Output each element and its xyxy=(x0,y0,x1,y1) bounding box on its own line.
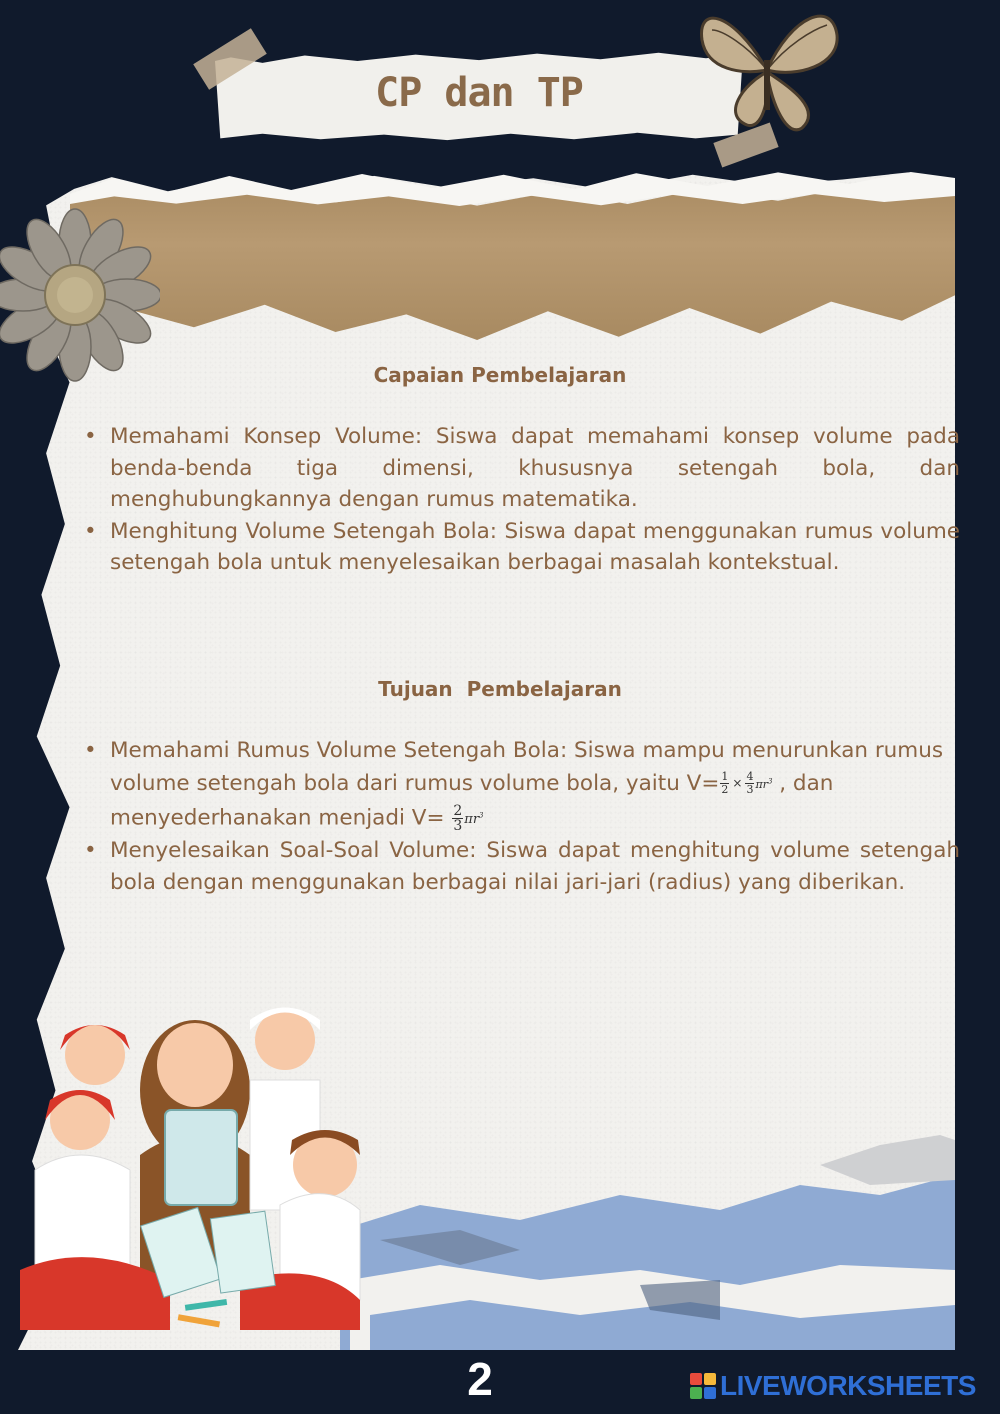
flower-icon xyxy=(0,205,160,385)
section-heading-tp xyxy=(0,677,1000,701)
children-reading-illustration xyxy=(0,980,1000,1350)
fraction-four-thirds xyxy=(745,771,754,796)
liveworksheets-brand[interactable] xyxy=(690,1370,976,1402)
list-item xyxy=(110,735,960,835)
fraction-denominator: 3 xyxy=(746,783,754,797)
exponent: 3 xyxy=(479,811,484,820)
brand-name: LIVEWORKSHEETS xyxy=(720,1370,976,1401)
formula-intro-text: Memahami Rumus Volume Setengah Bola: Siswa mampu menurunkan rumus volume setengah bola dari rumus volume bola, yaitu V= xyxy=(110,738,944,796)
list-item: • Memahami Konsep Volume: Siswa dapat memahami konsep volume pada benda-benda tiga dimensi, khususnya setengah bola, dan menghubungkannya dengan rumus matematika. xyxy=(110,421,960,516)
pi-r-cubed xyxy=(464,812,483,827)
pi-r: πr xyxy=(464,811,480,827)
fraction-numerator: 4 xyxy=(746,770,754,784)
fraction-denominator: 3 xyxy=(453,817,463,834)
fraction-denominator: 2 xyxy=(721,783,729,797)
cp-list xyxy=(80,421,960,579)
section-heading-cp: Capaian Pembelajaran xyxy=(373,363,627,387)
butterfly-icon xyxy=(692,0,842,138)
page-number: 2 xyxy=(467,1353,493,1405)
list-item: • Menyelesaikan Soal-Soal Volume: Siswa dapat menghitung volume setengah bola dengan menggunakan berbagai nilai jari-jari (radius) yang diberikan. xyxy=(110,835,960,898)
liveworksheets-logo-icon xyxy=(690,1373,716,1399)
formula-simplify-text: , dan menyederhanakan menjadi V= xyxy=(110,770,834,831)
fraction-numerator: 1 xyxy=(721,770,729,784)
tp-list xyxy=(80,735,960,898)
fraction-numerator: 2 xyxy=(453,802,463,819)
exponent: 3 xyxy=(767,777,773,786)
fraction-one-half xyxy=(720,771,729,796)
page-title: CP dan TP xyxy=(375,70,583,116)
pi-r-cubed xyxy=(755,778,772,791)
list-item: • Menghitung Volume Setengah Bola: Siswa dapat menggunakan rumus volume setengah bola untuk menyelesaikan berbagai masalah kontekstual. xyxy=(110,516,960,579)
times-symbol: × xyxy=(732,775,743,790)
fraction-two-thirds xyxy=(452,804,463,833)
section-heading-tp-text: Tujuan Pembelajaran xyxy=(378,677,622,701)
pi-r: πr xyxy=(755,778,768,792)
